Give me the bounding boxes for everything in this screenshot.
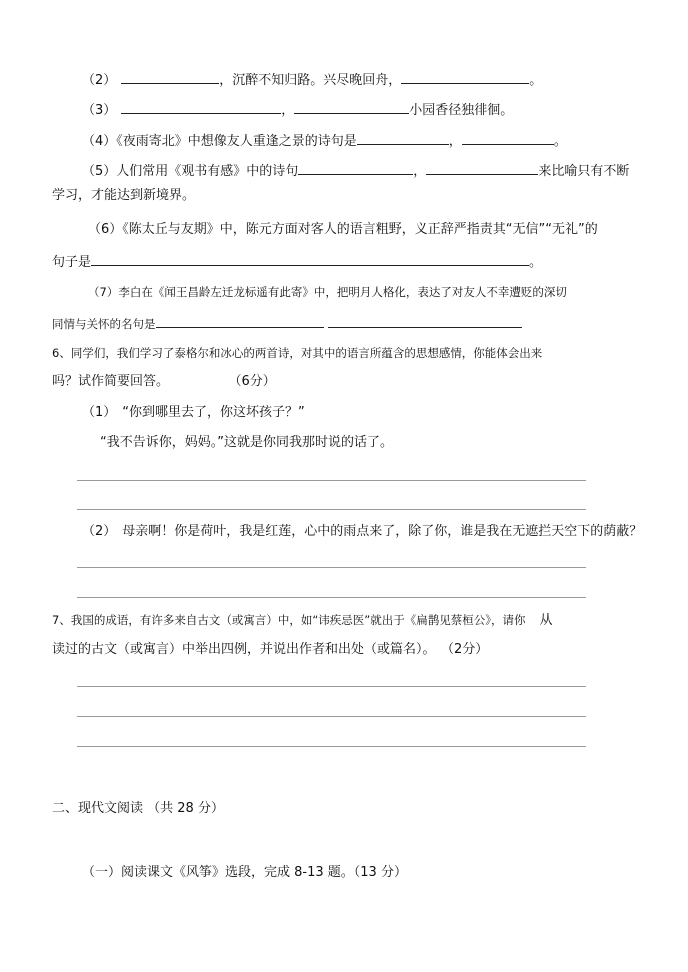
item-number: （5） — [82, 164, 117, 179]
answer-blank — [91, 252, 529, 266]
q6-stem-cont — [52, 373, 276, 391]
item-text: 李白在《闻王昌龄左迁龙标遥有此寄》中，把明月人格化，表达了对友人不幸遭贬的深切 — [118, 285, 567, 299]
answer-blank — [121, 70, 219, 84]
q6-sub-1-line-2: “我不告诉你，妈妈。”这就是你同我那时说的话了。 — [100, 435, 393, 450]
item-number: （4） — [82, 134, 117, 149]
answer-line — [77, 509, 586, 510]
q5-item-3 — [82, 100, 513, 120]
answer-blank — [401, 70, 529, 84]
answer-blank — [462, 131, 554, 145]
answer-line — [77, 480, 586, 481]
q5-item-6 — [88, 221, 598, 239]
item-text: 句子是 — [52, 255, 92, 270]
answer-line — [77, 597, 586, 598]
item-text: ， — [413, 164, 427, 179]
q6-stem: 6、同学们，我们学习了泰格尔和冰心的两首诗，对其中的语言所蕴含的思想感情，你能体会出来 — [52, 346, 543, 360]
q5-item-4 — [82, 131, 567, 151]
q6-sub-2-text: 母亲啊！你是荷叶，我是红莲，心中的雨点来了，除了你，谁是我在无遮拦天空下的荫蔽？ — [122, 524, 643, 539]
answer-line — [77, 686, 586, 687]
q5-item-5 — [82, 161, 629, 181]
answer-blank — [357, 131, 449, 145]
q7-stem-cont — [52, 641, 488, 659]
q5-item-7 — [88, 283, 567, 301]
q5-item-2 — [82, 70, 542, 90]
item-number: （6） — [88, 222, 123, 237]
q5-item-6-cont — [52, 252, 542, 272]
item-number: （7） — [88, 285, 119, 299]
answer-blank — [426, 161, 538, 175]
q7-score: （2分） — [447, 642, 489, 657]
item-end: 。 — [529, 73, 543, 88]
item-end: 来比喻只有不断 — [538, 164, 630, 179]
q5-item-5-cont: 学习，才能达到新境界。 — [52, 188, 196, 203]
item-text: ， — [448, 134, 462, 149]
item-number: （1） — [82, 405, 117, 420]
q7-stem — [52, 611, 553, 630]
item-text: 人们常用《观书有感》中的诗句 — [116, 164, 299, 179]
q7-stem-text: 读过的古文（或寓言）中举出四例，并说出作者和出处（或篇名）。 — [52, 642, 436, 657]
item-number: （2） — [82, 524, 117, 539]
item-text: 同情与关怀的名句是 — [52, 317, 156, 331]
section-heading: 二、现代文阅读 （共 28 分） — [52, 801, 224, 816]
q6-sub-1-line-1: “你到哪里去了，你这坏孩子？” — [122, 405, 305, 420]
item-text: 《陈太丘与友期》中，陈元方面对客人的语言粗野，义正辞严指责其“无信”“无礼”的 — [122, 222, 598, 237]
item-text: 《夜雨寄北》中想像友人重逢之景的诗句是 — [116, 134, 357, 149]
q7-stem-text: 7、我国的成语，有许多来自古文（或寓言）中，如“讳疾忌医”就出于《扁鹊见蔡桓公》，请你 — [52, 613, 526, 627]
q7-stem-end: 从 — [539, 613, 553, 628]
answer-blank — [298, 161, 413, 175]
answer-line — [77, 746, 586, 747]
item-end: 。 — [529, 255, 543, 270]
subsection-heading: （一）阅读课文《风筝》选段，完成 8-13 题。（13 分） — [82, 865, 407, 880]
item-text: ，沉醉不知归路。兴尽晚回舟， — [219, 73, 402, 88]
answer-line — [77, 567, 586, 568]
item-number: （3） — [82, 103, 117, 118]
q6-sub-1 — [82, 404, 305, 422]
item-number: （2） — [82, 73, 117, 88]
q6-score: （6分） — [235, 374, 276, 389]
answer-blank — [156, 314, 324, 328]
item-text: ， — [281, 103, 295, 118]
item-end: 。 — [553, 134, 567, 149]
answer-blank — [294, 100, 409, 114]
q6-sub-2 — [82, 523, 642, 541]
answer-blank — [328, 314, 522, 328]
q5-item-7-cont — [52, 314, 522, 333]
answer-blank — [121, 100, 281, 114]
item-end: 小园香径独徘徊。 — [409, 103, 514, 118]
answer-line — [77, 716, 586, 717]
q6-stem-text: 吗？试作简要回答。 — [52, 374, 170, 389]
